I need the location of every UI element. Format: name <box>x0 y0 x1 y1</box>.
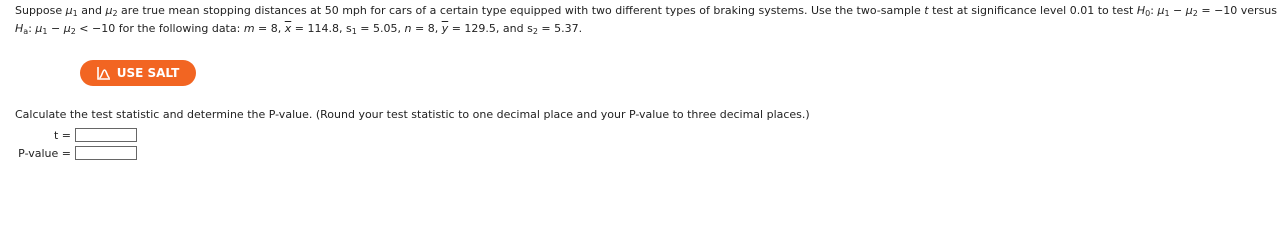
problem-statement <box>15 2 1277 38</box>
problem-line-2: $H_a$: $\mu_1 - \mu_2 < -10$ for the following data: m = 8, $\overline{x} = 114.8$, $s_1 = 5.05$, n = 8, $\overline{y} = 129.5$, and $s_2 = 5.37$. <box>15 22 583 36</box>
problem-line-1: Suppose $\mu_1$ and $\mu_2$ are true mean stopping distances at 50 mph for cars of a certain type equipped with two different types of braking systems. Use the two-sample t test at significance level 0.01 to test $H_0$: $\mu_1 - \mu_2 = -10$ versus <box>15 4 1277 18</box>
p-value-label: P-value = <box>18 146 71 160</box>
answer-row-t <box>15 128 137 142</box>
use-salt-button[interactable] <box>80 60 196 86</box>
t-input[interactable] <box>75 128 137 142</box>
answer-row-pvalue <box>0 146 137 160</box>
use-salt-label: USE SALT <box>116 66 180 80</box>
salt-chart-icon <box>97 66 111 80</box>
t-label: t = <box>53 128 71 142</box>
p-value-input[interactable] <box>75 146 137 160</box>
instructions-text: Calculate the test statistic and determine the P-value. (Round your test statistic to one decimal place and your P-value to three decimal places.) <box>15 108 810 121</box>
